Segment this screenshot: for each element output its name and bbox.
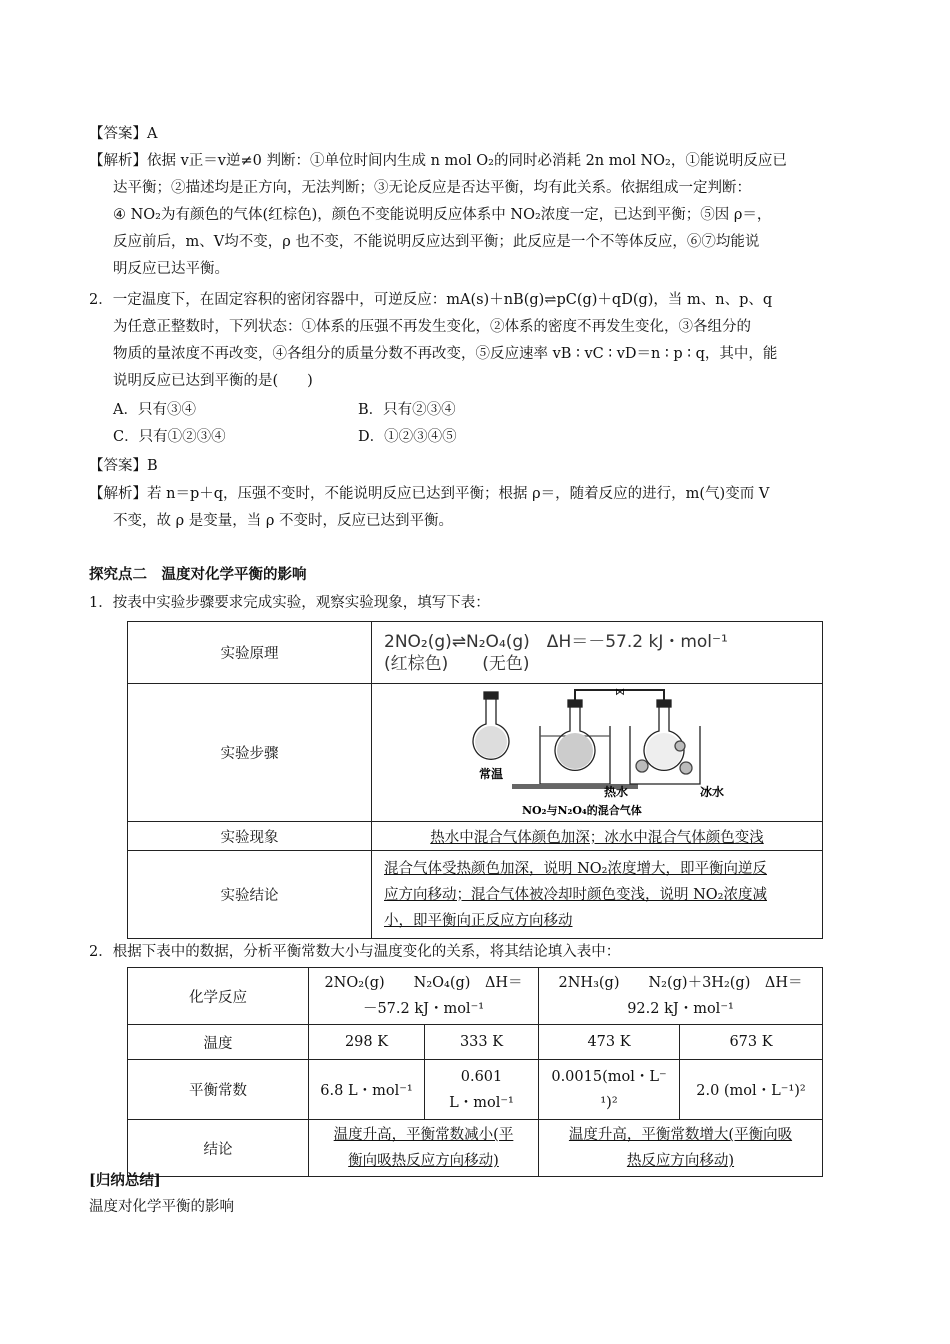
q2-analysis-line-1: 【解析】若 n＝p＋q，压强不变时，不能说明反应已达到平衡；根据 ρ＝，随着反应的进行，m(气)变而 V — [89, 486, 770, 502]
q2-option-d: D．①②③④⑤ — [358, 429, 457, 445]
result-2-line-2: 热反应方向移动) — [626, 1153, 735, 1169]
label-normal: 常温 — [479, 766, 504, 781]
label-phenomenon: 实验现象 — [128, 822, 372, 851]
section-title: 探究点二 温度对化学平衡的影响 — [89, 566, 307, 583]
label-hot: 热水 — [604, 784, 629, 799]
principle-colors: (红棕色) (无色) — [384, 653, 530, 674]
temp-4: 673 K — [680, 1025, 823, 1060]
reaction-2-line-2: 92.2 kJ・mol⁻¹ — [627, 1001, 734, 1017]
principle-equation: 2NO₂(g)⇌N₂O₄(g) ΔH＝－57.2 kJ・mol⁻¹ — [384, 631, 728, 652]
reaction-1-cell — [309, 968, 539, 1025]
label-reaction: 化学反应 — [128, 968, 309, 1025]
q1-analysis-line-2: 达平衡；②描述均是正方向，无法判断；③无论反应是否达平衡，均有此关系。依据组成一定判断： — [113, 180, 751, 196]
k-3-line-2: ¹)² — [600, 1094, 618, 1111]
q1-analysis-line-3: ④ NO₂为有颜色的气体(红棕色)，颜色不变能说明反应体系中 NO₂浓度一定，已达到平衡；⑤因 ρ＝， — [113, 207, 772, 223]
k-1: 6.8 L・mol⁻¹ — [309, 1060, 425, 1120]
k-4: 2.0 (mol・L⁻¹)² — [680, 1060, 823, 1120]
k-2-line-2: L・mol⁻¹ — [449, 1094, 514, 1111]
label-temp: 温度 — [128, 1025, 309, 1060]
result-1-line-1: 温度升高，平衡常数减小(平 — [333, 1127, 514, 1143]
steps-figure-cell — [372, 684, 823, 822]
result-1-line-2: 衡向吸热反应方向移动) — [348, 1153, 499, 1169]
summary-title: [归纳总结] — [89, 1172, 161, 1189]
q2-stem-line-2: 为任意正整数时，下列状态：①体系的压强不再发生变化，②体系的密度不再发生变化，③各组分的 — [113, 319, 751, 335]
label-steps: 实验步骤 — [128, 684, 372, 822]
q1-analysis-line-4: 反应前后，m、V均不变，ρ 也不变，不能说明反应达到平衡；此反应是一个不等体反应，⑥⑦均能说 — [113, 234, 760, 250]
principle-cell — [372, 622, 823, 684]
label-principle: 实验原理 — [128, 622, 372, 684]
k-2-cell — [425, 1060, 539, 1120]
q2-analysis-line-2: 不变，故 ρ 是变量，当 ρ 不变时，反应已达到平衡。 — [113, 513, 453, 529]
item-2: 2．根据下表中的数据，分析平衡常数大小与温度变化的关系，将其结论填入表中： — [89, 944, 621, 960]
k-2-line-1: 0.601 — [460, 1068, 503, 1085]
q1-analysis-line-5: 明反应已达平衡。 — [113, 261, 229, 277]
q2-option-b: B．只有②③④ — [358, 402, 456, 418]
reaction-2-line-1: 2NH₃(g) N₂(g)＋3H₂(g) ΔH＝ — [558, 975, 803, 991]
result-1-cell — [309, 1120, 539, 1177]
temp-2: 333 K — [425, 1025, 539, 1060]
beaker-ice-icon — [630, 700, 700, 784]
conclusion-cell — [372, 851, 823, 939]
apparatus-figure — [372, 686, 822, 820]
label-ice: 冰水 — [700, 784, 725, 799]
k-3-line-1: 0.0015(mol・L⁻ — [551, 1068, 667, 1085]
q2-answer: 【答案】B — [89, 458, 158, 474]
reaction-1-line-2: －57.2 kJ・mol⁻¹ — [362, 1001, 485, 1017]
flask-normal-icon — [473, 692, 509, 759]
svg-text:⋈: ⋈ — [615, 686, 625, 698]
result-2-cell — [539, 1120, 823, 1177]
q2-stem-line-3: 物质的量浓度不再改变，④各组分的质量分数不再改变，⑤反应速率 vB ∶ vC ∶ vD＝n ∶ p ∶ q，其中，能 — [113, 346, 778, 362]
result-2-line-1: 温度升高，平衡常数增大(平衡向吸 — [568, 1127, 793, 1143]
phenomenon-text: 热水中混合气体颜色加深；冰水中混合气体颜色变浅 — [372, 822, 823, 851]
q1-answer: 【答案】A — [89, 126, 158, 142]
label-conclusion: 实验结论 — [128, 851, 372, 939]
label-result: 结论 — [128, 1120, 309, 1177]
equilibrium-table — [127, 967, 823, 1177]
conclusion-line-2: 应方向移动；混合气体被冷却时颜色变浅，说明 NO₂浓度减 — [384, 886, 767, 903]
q1-analysis-line-1: 【解析】依据 v正＝v逆≠0 判断：①单位时间内生成 n mol O₂的同时必消耗 2n mol NO₂，①能说明反应已 — [89, 153, 787, 169]
q2-option-a: A．只有③④ — [113, 402, 196, 418]
q2-option-c: C．只有①②③④ — [113, 429, 226, 445]
label-mix: NO₂与N₂O₄的混合气体 — [522, 803, 642, 817]
conclusion-line-3: 小，即平衡向正反应方向移动 — [384, 912, 573, 929]
q2-stem-line-4: 说明反应已达到平衡的是( ) — [113, 373, 313, 389]
experiment-table — [127, 621, 823, 939]
k-3-cell — [539, 1060, 680, 1120]
temp-3: 473 K — [539, 1025, 680, 1060]
temp-1: 298 K — [309, 1025, 425, 1060]
label-k: 平衡常数 — [128, 1060, 309, 1120]
beaker-hot-icon — [512, 700, 638, 789]
reaction-1-line-1: 2NO₂(g) N₂O₄(g) ΔH＝ — [324, 975, 523, 991]
q2-stem-line-1: 2．一定温度下，在固定容积的密闭容器中，可逆反应：mA(s)＋nB(g)⇌pC(g)＋qD(g)，当 m、n、p、q — [89, 292, 773, 308]
summary-text: 温度对化学平衡的影响 — [89, 1199, 234, 1215]
reaction-2-cell — [539, 968, 823, 1025]
item-1: 1．按表中实验步骤要求完成实验，观察实验现象，填写下表： — [89, 595, 490, 611]
conclusion-line-1: 混合气体受热颜色加深，说明 NO₂浓度增大，即平衡向逆反 — [384, 860, 767, 877]
